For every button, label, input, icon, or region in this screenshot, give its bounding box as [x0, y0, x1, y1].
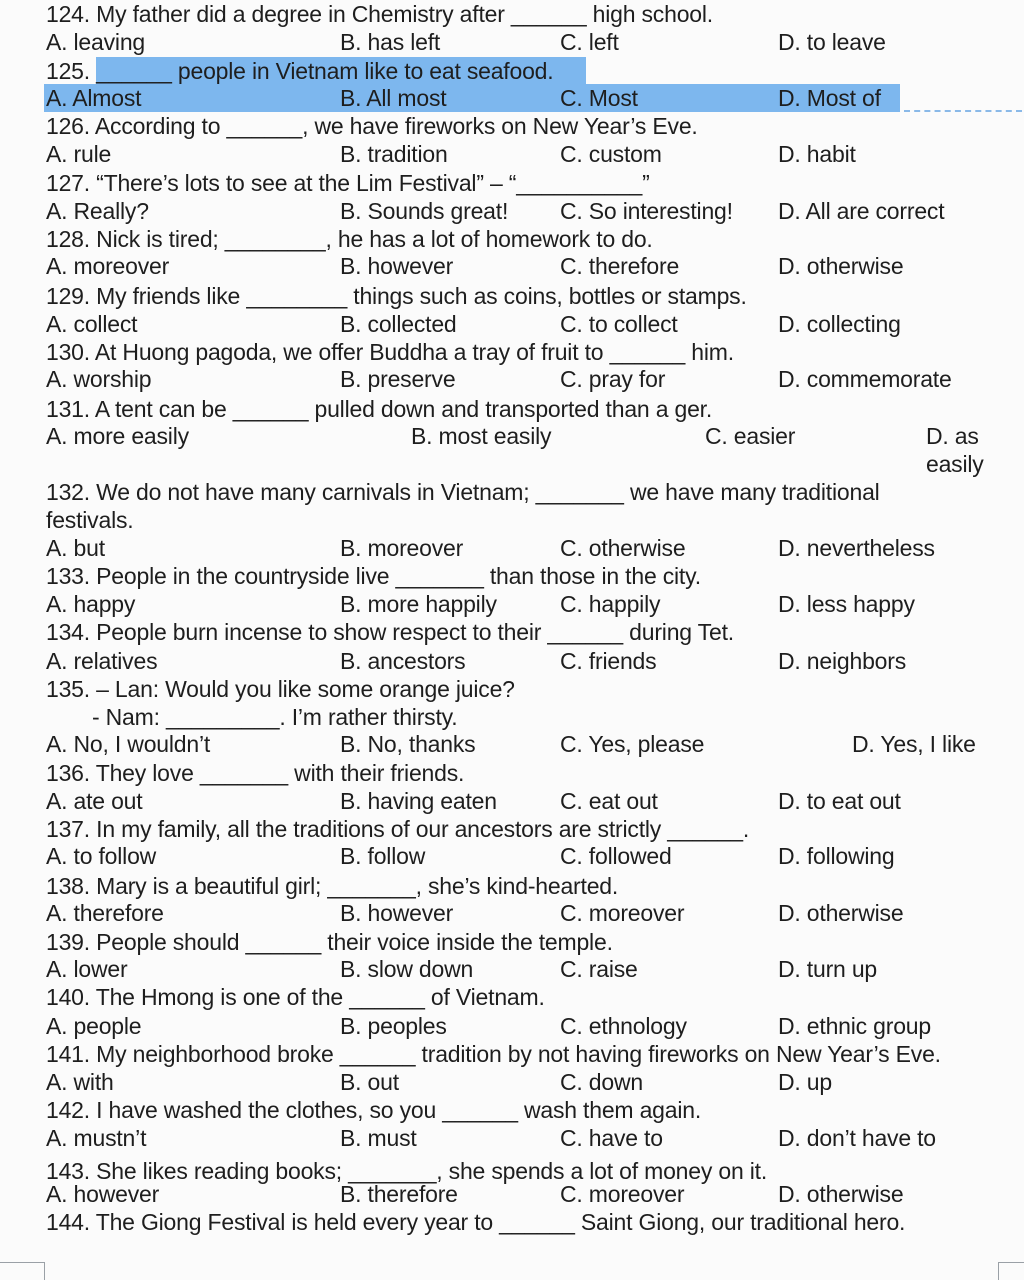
- question-141-options: [0, 1068, 1024, 1096]
- question-132-options: [0, 534, 1024, 562]
- option-a[interactable]: A. Almost: [46, 85, 142, 111]
- page-corner-mark-left: [0, 1262, 44, 1263]
- option-b[interactable]: B. collected: [340, 311, 457, 337]
- option-c[interactable]: C. raise: [560, 956, 638, 982]
- question-135-stem: 135. – Lan: Would you like some orange juice?: [46, 676, 515, 702]
- option-a[interactable]: A. lower: [46, 956, 128, 982]
- option-c[interactable]: C. ethnology: [560, 1013, 687, 1039]
- question-124-options: [0, 28, 1024, 56]
- option-b[interactable]: B. moreover: [340, 535, 464, 561]
- option-d[interactable]: D. commemorate: [778, 366, 952, 392]
- option-a[interactable]: A. people: [46, 1013, 142, 1039]
- question-142-stem: 142. I have washed the clothes, so you ______ wash them again.: [46, 1097, 702, 1123]
- option-a[interactable]: A. mustn’t: [46, 1125, 147, 1151]
- question-133-options: [0, 590, 1024, 618]
- question-143-options: [0, 1180, 1024, 1208]
- option-b[interactable]: B. preserve: [340, 366, 456, 392]
- question-131-options: [0, 422, 1024, 477]
- question-133-stem: 133. People in the countryside live _______ than those in the city.: [46, 563, 701, 589]
- question-142-options: [0, 1124, 1024, 1152]
- question-140-options: [0, 1012, 1024, 1040]
- option-a[interactable]: A. relatives: [46, 648, 158, 674]
- option-a[interactable]: A. more easily: [46, 423, 189, 449]
- option-a[interactable]: A. Really?: [46, 198, 149, 224]
- option-a[interactable]: A. therefore: [46, 900, 164, 926]
- option-a[interactable]: A. rule: [46, 141, 112, 167]
- option-b[interactable]: B. must: [340, 1125, 417, 1151]
- option-b[interactable]: B. Sounds great!: [340, 198, 509, 224]
- option-b[interactable]: B. No, thanks: [340, 731, 476, 757]
- option-d[interactable]: D. to leave: [778, 29, 886, 55]
- question-130-stem: 130. At Huong pagoda, we offer Buddha a tray of fruit to ______ him.: [46, 339, 734, 365]
- option-d[interactable]: D. All are correct: [778, 198, 945, 224]
- question-127-stem: 127. “There’s lots to see at the Lim Festival” – “__________”: [46, 170, 650, 196]
- question-141-stem: 141. My neighborhood broke ______ tradition by not having fireworks on New Year’s Eve.: [46, 1041, 941, 1067]
- option-b[interactable]: B. however: [340, 900, 454, 926]
- question-144-stem: 144. The Giong Festival is held every year to ______ Saint Giong, our traditional hero.: [46, 1209, 906, 1235]
- option-a[interactable]: A. to follow: [46, 843, 157, 869]
- option-b[interactable]: B. All most: [340, 85, 447, 111]
- option-a[interactable]: A. collect: [46, 311, 138, 337]
- option-b[interactable]: B. more happily: [340, 591, 497, 617]
- option-a[interactable]: A. but: [46, 535, 105, 561]
- option-d[interactable]: D. otherwise: [778, 253, 904, 279]
- question-126-options: [0, 140, 1024, 168]
- question-128-stem: 128. Nick is tired; ________, he has a lot of homework to do.: [46, 226, 653, 252]
- option-a[interactable]: A. leaving: [46, 29, 146, 55]
- option-b[interactable]: B. has left: [340, 29, 441, 55]
- option-a[interactable]: A. No, I wouldn’t: [46, 731, 211, 757]
- option-d[interactable]: D. turn up: [778, 956, 877, 982]
- option-d[interactable]: D. Yes, I like: [852, 731, 976, 757]
- question-125-options: [0, 84, 1024, 112]
- question-138-stem: 138. Mary is a beautiful girl; _______, she’s kind-hearted.: [46, 873, 619, 899]
- question-134-options: [0, 647, 1024, 675]
- option-a[interactable]: A. happy: [46, 591, 136, 617]
- question-143-stem: 143. She likes reading books; _______, she spends a lot of money on it.: [46, 1158, 768, 1184]
- option-b[interactable]: B. ancestors: [340, 648, 466, 674]
- option-d[interactable]: D. Most of: [778, 85, 881, 111]
- question-129-stem: 129. My friends like ________ things such as coins, bottles or stamps.: [46, 283, 747, 309]
- question-139-stem: 139. People should ______ their voice inside the temple.: [46, 929, 613, 955]
- option-c[interactable]: C. left: [560, 29, 619, 55]
- option-c[interactable]: C. friends: [560, 648, 657, 674]
- option-b[interactable]: B. therefore: [340, 1181, 458, 1207]
- option-d[interactable]: D. collecting: [778, 311, 901, 337]
- option-d[interactable]: D. up: [778, 1069, 832, 1095]
- question-130-options: [0, 365, 1024, 393]
- option-d[interactable]: D. nevertheless: [778, 535, 935, 561]
- page-corner-mark-left-vertical: [44, 1262, 45, 1280]
- option-b[interactable]: B. peoples: [340, 1013, 447, 1039]
- option-d[interactable]: D. don’t have to: [778, 1125, 936, 1151]
- option-a[interactable]: A. worship: [46, 366, 152, 392]
- question-125-stem: 125. ______ people in Vietnam like to eat seafood.: [46, 58, 554, 84]
- option-b[interactable]: B. follow: [340, 843, 426, 869]
- question-129-options: [0, 310, 1024, 338]
- option-b[interactable]: B. slow down: [340, 956, 474, 982]
- option-c[interactable]: C. otherwise: [560, 535, 686, 561]
- question-132-stem: 132. We do not have many carnivals in Vietnam; _______ we have many traditional festivals.: [46, 479, 880, 533]
- question-140-stem: 140. The Hmong is one of the ______ of Vietnam.: [46, 984, 545, 1010]
- page-corner-mark-right-vertical: [998, 1262, 999, 1280]
- option-c[interactable]: C. have to: [560, 1125, 663, 1151]
- option-d[interactable]: D. neighbors: [778, 648, 907, 674]
- question-139-options: [0, 955, 1024, 983]
- question-135-options: [0, 730, 1024, 758]
- option-d[interactable]: D. following: [778, 843, 895, 869]
- question-137-options: [0, 842, 1024, 870]
- option-d[interactable]: D. to eat out: [778, 788, 901, 814]
- option-c[interactable]: C. down: [560, 1069, 643, 1095]
- option-c[interactable]: C. So interesting!: [560, 198, 733, 224]
- option-c[interactable]: C. therefore: [560, 253, 680, 279]
- page-corner-mark-right: [998, 1262, 1024, 1263]
- question-127-options: [0, 197, 1024, 225]
- option-c[interactable]: C. happily: [560, 591, 661, 617]
- question-137-stem: 137. In my family, all the traditions of our ancestors are strictly ______.: [46, 816, 750, 842]
- option-c[interactable]: C. Most: [560, 85, 638, 111]
- question-136-options: [0, 787, 1024, 815]
- question-138-options: [0, 899, 1024, 927]
- question-136-stem: 136. They love _______ with their friends.: [46, 760, 465, 786]
- option-a[interactable]: A. moreover: [46, 253, 170, 279]
- option-a[interactable]: A. ate out: [46, 788, 143, 814]
- option-b[interactable]: B. however: [340, 253, 454, 279]
- option-c[interactable]: C. Yes, please: [560, 731, 705, 757]
- option-c[interactable]: C. pray for: [560, 366, 666, 392]
- option-d[interactable]: D. ethnic group: [778, 1013, 931, 1039]
- question-128-options: [0, 252, 1024, 280]
- option-c[interactable]: C. moreover: [560, 900, 685, 926]
- option-c[interactable]: C. custom: [560, 141, 662, 167]
- option-a[interactable]: A. however: [46, 1181, 160, 1207]
- option-d[interactable]: D. otherwise: [778, 1181, 904, 1207]
- option-c[interactable]: C. followed: [560, 843, 672, 869]
- option-d[interactable]: D. otherwise: [778, 900, 904, 926]
- option-b[interactable]: B. most easily: [411, 423, 552, 449]
- option-d[interactable]: D. habit: [778, 141, 856, 167]
- option-c[interactable]: C. moreover: [560, 1181, 685, 1207]
- option-a[interactable]: A. with: [46, 1069, 114, 1095]
- option-b[interactable]: B. out: [340, 1069, 399, 1095]
- question-131-stem: 131. A tent can be ______ pulled down and transported than a ger.: [46, 396, 713, 422]
- question-126-stem: 126. According to ______, we have fireworks on New Year’s Eve.: [46, 113, 698, 139]
- option-c[interactable]: C. easier: [705, 423, 796, 449]
- question-134-stem: 134. People burn incense to show respect to their ______ during Tet.: [46, 619, 734, 645]
- option-c[interactable]: C. to collect: [560, 311, 678, 337]
- option-d[interactable]: D. less happy: [778, 591, 915, 617]
- option-c[interactable]: C. eat out: [560, 788, 658, 814]
- question-124-stem: 124. My father did a degree in Chemistry after ______ high school.: [46, 1, 713, 27]
- option-b[interactable]: B. having eaten: [340, 788, 497, 814]
- option-d[interactable]: D. as easily: [926, 423, 984, 477]
- option-b[interactable]: B. tradition: [340, 141, 448, 167]
- question-135-reply: - Nam: _________. I’m rather thirsty.: [92, 704, 458, 730]
